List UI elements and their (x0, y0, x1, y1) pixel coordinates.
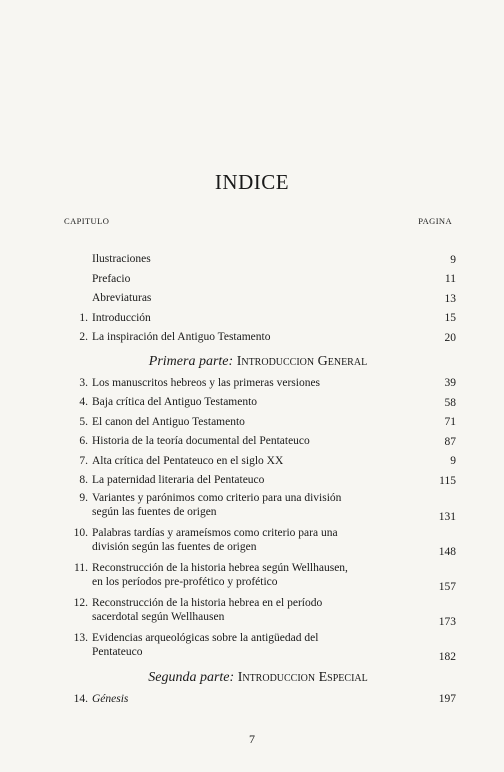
entry-title: La inspiración del Antiguo Testamento (92, 331, 271, 343)
entry-title-line: Evidencias arqueológicas sobre la antigüedad del (92, 631, 319, 644)
page-title: INDICE (214, 170, 290, 194)
entry-title: Abreviaturas (92, 292, 152, 304)
entry-number: 12. (73, 596, 88, 609)
toc-entry (60, 374, 456, 394)
entry-number: 13. (73, 631, 88, 644)
toc-entry (60, 690, 456, 710)
entry-title: La paternidad literaria del Pentateuco (92, 474, 265, 486)
entry-page: 157 (438, 580, 456, 593)
entry-page: 9 (450, 253, 456, 266)
entry-number: 7. (79, 454, 88, 467)
entry-title (88, 526, 456, 554)
entry-page: 20 (444, 331, 456, 344)
entry-title-line: Reconstrucción de la historia hebrea en el período (92, 596, 323, 609)
entry-title-line: división según las fuentes de origen (92, 540, 257, 553)
entry-title: Historia de la teoría documental del Pentateuco (92, 435, 310, 447)
toc-entry (60, 561, 456, 594)
entry-page: 71 (444, 416, 456, 428)
entry-title: Ilustraciones (92, 253, 151, 265)
entry-number: 14. (73, 692, 88, 705)
entry-number: 5. (79, 415, 88, 428)
entry-number: 1. (79, 311, 88, 324)
entry-number: 9. (79, 491, 88, 504)
entry-page: 58 (444, 396, 456, 409)
entry-title (88, 596, 456, 624)
entry-title-line: Reconstrucción de la historia hebrea según Wellhausen, (92, 561, 348, 574)
toc-entry (60, 328, 456, 348)
entry-number: 3. (79, 376, 88, 389)
toc-entry (60, 452, 456, 472)
entry-page: 115 (439, 474, 456, 487)
toc-entry (60, 526, 456, 559)
entry-page: 131 (438, 510, 456, 523)
part-heading-1 (60, 354, 456, 370)
column-header-chapter: CAPITULO (64, 216, 110, 226)
entry-title: El canon del Antiguo Testamento (92, 415, 245, 428)
toc-entry (60, 491, 456, 524)
entry-page: 182 (438, 650, 456, 663)
entry-page: 148 (438, 545, 456, 558)
entry-title: Prefacio (92, 272, 131, 285)
toc-entry (60, 471, 456, 491)
entry-page: 11 (444, 273, 456, 285)
entry-page: 197 (438, 693, 456, 705)
entry-page: 13 (444, 292, 456, 305)
entry-title (88, 561, 456, 589)
entry-number: 6. (79, 435, 88, 447)
entry-number: 4. (79, 396, 88, 408)
entry-page: 9 (450, 455, 456, 467)
entry-title-line: sacerdotal según Wellhausen (92, 610, 225, 623)
entry-title: Baja crítica del Antiguo Testamento (92, 396, 258, 408)
part-heading-2 (60, 670, 456, 686)
toc-entry (60, 631, 456, 664)
entry-number: 10. (73, 526, 88, 539)
entry-title: Introducción (92, 311, 151, 324)
entry-number: 11. (74, 561, 88, 574)
toc-entry (60, 289, 456, 309)
entry-page: 39 (444, 377, 456, 389)
entry-page: 15 (444, 312, 456, 324)
entry-title: Alta crítica del Pentateuco en el siglo XX (92, 454, 284, 467)
toc-entry (60, 413, 456, 433)
part-title: Introduccion General (236, 353, 368, 369)
entry-title: Los manuscritos hebreos y las primeras versiones (92, 376, 321, 389)
entry-title-line: según las fuentes de origen (92, 505, 217, 518)
toc-entry (60, 596, 456, 629)
toc-entry (60, 432, 456, 452)
toc-entry (60, 309, 456, 329)
entry-title: Génesis (92, 692, 129, 705)
part-title: Introduccion Especial (237, 669, 368, 685)
entry-title-line: en los períodos pre-profético y profético (92, 575, 278, 588)
column-header-page: PAGINA (418, 216, 452, 226)
entry-title-line: Pentateuco (92, 645, 143, 658)
entry-title-line: Palabras tardías y arameísmos como criterio para una (92, 526, 338, 539)
entry-page: 87 (444, 435, 456, 448)
toc-entry (60, 250, 456, 270)
part-label: Primera parte: (148, 353, 234, 369)
entry-title (88, 491, 456, 519)
entry-title (88, 631, 456, 659)
toc-entry (60, 270, 456, 290)
part-label: Segunda parte: (148, 669, 235, 685)
entry-number: 2. (79, 331, 88, 343)
entry-page: 173 (438, 615, 456, 628)
toc-entry (60, 393, 456, 413)
page-number: 7 (249, 732, 255, 746)
entry-title-line: Variantes y parónimos como criterio para una división (92, 491, 342, 504)
table-of-contents (60, 250, 456, 709)
entry-number: 8. (79, 474, 88, 486)
